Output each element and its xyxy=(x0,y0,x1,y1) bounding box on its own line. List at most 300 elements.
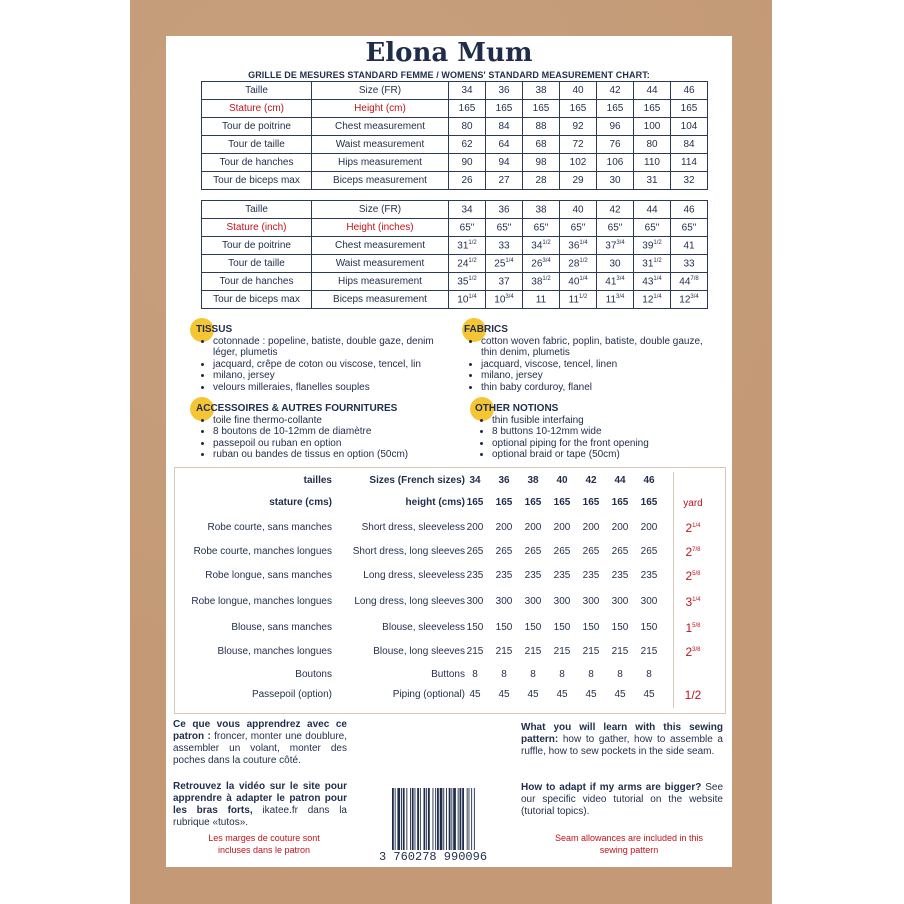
barcode-bar xyxy=(410,788,411,850)
table-cell: 110 xyxy=(634,154,671,172)
table-row xyxy=(202,172,708,190)
table-cell xyxy=(449,273,486,291)
table-cell: 44 xyxy=(634,82,671,100)
cell-fraction: 1/2 xyxy=(468,275,477,282)
fr-video-bold: Retrouvez la vidéo sur le site pour apprendre à adapter le patron pour les bras forts, xyxy=(173,781,347,816)
barcode-bar xyxy=(449,788,451,850)
table-cell: 165 xyxy=(449,100,486,118)
cell-whole: 41 xyxy=(683,240,695,252)
list-item: • 8 boutons de 10-12mm de diamètre xyxy=(213,426,458,438)
requirement-value: 300 xyxy=(495,596,513,607)
cell-whole: 11 xyxy=(605,294,617,306)
cell-fraction: 1/2 xyxy=(653,257,662,264)
table-cell: 90 xyxy=(449,154,486,172)
table-cell: 165 xyxy=(523,100,560,118)
table-cell xyxy=(486,273,523,291)
barcode-icon xyxy=(390,788,508,850)
requirement-value: 150 xyxy=(582,622,600,633)
table-cell xyxy=(560,291,597,309)
table-cell xyxy=(634,201,671,219)
fr-learn-text xyxy=(173,719,347,767)
fabric-requirements-table xyxy=(174,467,726,714)
barcode-bar xyxy=(395,788,396,850)
cell-fraction: 3/4 xyxy=(616,239,625,246)
requirement-label-fr: Robe longue, manches longues xyxy=(191,596,332,607)
requirement-value: 200 xyxy=(495,522,513,533)
barcode-bar xyxy=(403,788,405,850)
requirement-value: 235 xyxy=(495,570,513,581)
cell-fraction: 1/4 xyxy=(505,257,514,264)
requirement-value: 8 xyxy=(646,669,652,680)
table-cell: 42 xyxy=(597,82,634,100)
chart-subtitle: GRILLE DE MESURES STANDARD FEMME / WOMENS' STANDARD MEASUREMENT CHART: xyxy=(248,70,650,80)
barcode-bar xyxy=(453,788,456,850)
table-cell xyxy=(597,201,634,219)
en-adapt-text xyxy=(521,782,723,818)
table-cell xyxy=(597,255,634,273)
requirement-value: 150 xyxy=(495,622,513,633)
requirement-value: 300 xyxy=(466,596,484,607)
cell-whole: 35 xyxy=(457,276,469,288)
accessoires-heading: ACCESSOIRES & AUTRES FOURNITURES xyxy=(196,403,398,414)
requirement-label-en: Long dress, long sleeves xyxy=(354,596,465,607)
row-label-en: Chest measurement xyxy=(312,118,449,136)
requirement-value: 300 xyxy=(640,596,658,607)
requirement-label-fr: Boutons xyxy=(295,669,332,680)
cell-whole: 40 xyxy=(568,276,580,288)
requirement-value: 215 xyxy=(466,646,484,657)
yard-value xyxy=(673,595,713,609)
table-cell: 165 xyxy=(597,100,634,118)
measurement-table-inch xyxy=(201,200,708,309)
table-cell xyxy=(671,219,708,237)
table-cell: 32 xyxy=(671,172,708,190)
yard-whole: 2 xyxy=(685,545,693,559)
row-label-en: Height (cm) xyxy=(312,100,449,118)
cell-fraction: 3/4 xyxy=(616,293,625,300)
cell-fraction: 3/4 xyxy=(690,293,699,300)
requirement-value: 215 xyxy=(524,646,542,657)
requirement-label-fr: Robe longue, sans manches xyxy=(205,570,332,581)
table-cell xyxy=(634,273,671,291)
yard-whole: 2 xyxy=(685,569,693,583)
row-label-fr: Taille xyxy=(202,201,312,219)
barcode-bar xyxy=(451,788,452,850)
notions-heading: OTHER NOTIONS xyxy=(475,403,559,414)
requirement-value: 45 xyxy=(585,689,597,700)
row-label-en: Waist measurement xyxy=(312,136,449,154)
table-cell: 64 xyxy=(486,136,523,154)
table-cell: 36 xyxy=(486,82,523,100)
notions-list xyxy=(475,415,715,461)
header-size-value: 40 xyxy=(556,475,568,486)
row-label-fr: Tour de taille xyxy=(202,136,312,154)
tissus-section xyxy=(196,324,458,394)
table-cell: 100 xyxy=(634,118,671,136)
list-item: • cotton woven fabric, poplin, batiste, double gauze, thin denim, plumetis xyxy=(481,336,704,359)
table-cell: 62 xyxy=(449,136,486,154)
row-label-en: Biceps measurement xyxy=(312,172,449,190)
fabrics-section xyxy=(464,324,704,394)
barcode-bar xyxy=(420,788,421,850)
table-row xyxy=(202,136,708,154)
cell-fraction: 1/2 xyxy=(542,275,551,282)
cell-whole: 30 xyxy=(609,258,621,270)
barcode-bar xyxy=(437,788,439,850)
cell-whole: 28 xyxy=(568,258,580,270)
barcode-bar xyxy=(443,788,444,850)
yard-whole: 3 xyxy=(685,595,693,609)
cell-whole: 39 xyxy=(642,240,654,252)
barcode-bar xyxy=(424,788,426,850)
table-row xyxy=(202,201,708,219)
header-height-value: 165 xyxy=(466,497,484,508)
barcode-bar xyxy=(471,788,472,850)
requirement-value: 8 xyxy=(559,669,565,680)
table-cell: 98 xyxy=(523,154,560,172)
row-label-en: Size (FR) xyxy=(312,201,449,219)
accessoires-list xyxy=(196,415,458,461)
requirement-value: 215 xyxy=(611,646,629,657)
table-row xyxy=(202,118,708,136)
table-cell xyxy=(597,237,634,255)
requirement-value: 265 xyxy=(466,546,484,557)
table-cell: 165 xyxy=(486,100,523,118)
header-stature: stature (cms) xyxy=(269,497,332,508)
header-height-value: 165 xyxy=(524,497,542,508)
requirement-value: 45 xyxy=(469,689,481,700)
table-cell: 40 xyxy=(560,82,597,100)
row-label-en: Size (FR) xyxy=(312,82,449,100)
table-cell xyxy=(560,201,597,219)
table-cell xyxy=(486,255,523,273)
header-sizes: Sizes (French sizes) xyxy=(369,475,465,486)
requirement-label-en: Piping (optional) xyxy=(392,689,465,700)
list-item: • milano, jersey xyxy=(481,370,704,382)
table-cell xyxy=(671,255,708,273)
table-cell: 68 xyxy=(523,136,560,154)
table-cell xyxy=(597,219,634,237)
table-cell: 165 xyxy=(634,100,671,118)
cell-fraction: 3/4 xyxy=(616,275,625,282)
table-cell xyxy=(634,255,671,273)
header-size-value: 38 xyxy=(527,475,539,486)
requirement-value: 200 xyxy=(640,522,658,533)
table-row xyxy=(202,82,708,100)
header-size-value: 42 xyxy=(585,475,597,486)
table-cell xyxy=(523,201,560,219)
fr-video-text xyxy=(173,781,347,829)
cell-whole: 24 xyxy=(457,258,469,270)
table-cell: 104 xyxy=(671,118,708,136)
cell-whole: 36 xyxy=(568,240,580,252)
requirement-value: 150 xyxy=(466,622,484,633)
row-label-fr: Tour de poitrine xyxy=(202,118,312,136)
list-item: • ruban ou bandes de tissus en option (50cm) xyxy=(213,449,458,461)
cell-whole: 34 xyxy=(461,204,473,216)
requirement-value: 200 xyxy=(611,522,629,533)
header-size-value: 46 xyxy=(643,475,655,486)
requirement-value: 45 xyxy=(643,689,655,700)
table-cell: 31 xyxy=(634,172,671,190)
list-item: • milano, jersey xyxy=(213,370,458,382)
cell-fraction: 1/4 xyxy=(579,239,588,246)
table-cell: 80 xyxy=(634,136,671,154)
requirement-value: 45 xyxy=(527,689,539,700)
list-item: • thin fusible interfaing xyxy=(492,415,715,427)
requirement-value: 8 xyxy=(472,669,478,680)
barcode-bar xyxy=(462,788,464,850)
barcode-bar xyxy=(417,788,419,850)
table-cell: 72 xyxy=(560,136,597,154)
en-learn-body: how to gather, how to assemble a ruffle, how to sew pockets in the side seam. xyxy=(521,734,723,757)
barcode-bar xyxy=(474,788,475,850)
cell-whole: 37 xyxy=(498,276,510,288)
list-item: • velours milleraies, flanelles souples xyxy=(213,382,458,394)
table-cell xyxy=(634,219,671,237)
list-item: • cotonnade : popeline, batiste, double gaze, denim léger, plumetis xyxy=(213,336,458,359)
cell-whole: 10 xyxy=(494,294,506,306)
table-cell: 165 xyxy=(560,100,597,118)
requirement-value: 300 xyxy=(582,596,600,607)
fr-learn-bold: Ce que vous apprendrez avec ce patron : xyxy=(173,719,347,742)
table-cell: 38 xyxy=(523,82,560,100)
table-row xyxy=(202,154,708,172)
cell-fraction: 1/2 xyxy=(579,293,588,300)
table-cell: 114 xyxy=(671,154,708,172)
table-cell: 96 xyxy=(597,118,634,136)
cell-whole: 43 xyxy=(642,276,654,288)
table-cell xyxy=(597,273,634,291)
requirement-value: 215 xyxy=(640,646,658,657)
table-cell xyxy=(671,237,708,255)
yard-value xyxy=(673,621,713,635)
requirement-label-en: Short dress, sleeveless xyxy=(361,522,465,533)
yard-value xyxy=(673,688,713,702)
row-label-fr: Tour de poitrine xyxy=(202,237,312,255)
table-cell: 27 xyxy=(486,172,523,190)
cell-whole: 65" xyxy=(570,222,586,234)
requirement-value: 235 xyxy=(611,570,629,581)
cell-whole: 38 xyxy=(535,204,547,216)
cell-fraction: 1/2 xyxy=(542,239,551,246)
yard-value xyxy=(673,645,713,659)
table-cell xyxy=(597,291,634,309)
table-row xyxy=(202,100,708,118)
cell-fraction: 3/4 xyxy=(542,257,551,264)
requirement-value: 235 xyxy=(466,570,484,581)
cell-whole: 40 xyxy=(572,204,584,216)
en-seam-note: Seam allowances are included in this sewing pattern xyxy=(554,833,704,855)
barcode-bar xyxy=(415,788,416,850)
header-size-value: 44 xyxy=(614,475,626,486)
cell-whole: 37 xyxy=(605,240,617,252)
pattern-sheet xyxy=(166,36,732,867)
en-learn-bold: What you will learn with this sewing pattern: xyxy=(521,722,723,745)
cell-whole: 25 xyxy=(494,258,506,270)
cell-whole: 26 xyxy=(531,258,543,270)
requirement-value: 200 xyxy=(553,522,571,533)
cell-whole: 46 xyxy=(683,204,695,216)
row-label-fr: Tour de hanches xyxy=(202,273,312,291)
row-label-en: Waist measurement xyxy=(312,255,449,273)
table-cell xyxy=(449,291,486,309)
barcode-bar xyxy=(446,788,447,850)
tissus-heading: TISSUS xyxy=(196,324,233,335)
list-item: • passepoil ou ruban en option xyxy=(213,438,458,450)
requirement-label-fr: Blouse, sans manches xyxy=(231,622,332,633)
table-cell xyxy=(634,237,671,255)
fr-seam-note: Les marges de couture sont incluses dans le patron xyxy=(208,833,320,855)
table-cell: 106 xyxy=(597,154,634,172)
table-cell xyxy=(634,291,671,309)
cell-whole: 38 xyxy=(531,276,543,288)
cell-whole: 34 xyxy=(531,240,543,252)
table-cell xyxy=(671,273,708,291)
requirement-value: 150 xyxy=(611,622,629,633)
cell-whole: 42 xyxy=(609,204,621,216)
requirement-label-fr: Passepoil (option) xyxy=(251,689,332,700)
row-label-en: Height (inches) xyxy=(312,219,449,237)
cell-whole: 44 xyxy=(646,204,658,216)
table-cell xyxy=(486,219,523,237)
table-cell: 165 xyxy=(671,100,708,118)
requirement-value: 215 xyxy=(553,646,571,657)
header-size-value: 34 xyxy=(469,475,481,486)
requirement-value: 8 xyxy=(588,669,594,680)
table-cell xyxy=(449,255,486,273)
table-cell xyxy=(560,273,597,291)
cell-whole: 33 xyxy=(683,258,695,270)
cell-whole: 33 xyxy=(498,240,510,252)
list-item: • toile fine thermo-collante xyxy=(213,415,458,427)
list-item: • optional braid or tape (50cm) xyxy=(492,449,715,461)
table-cell: 76 xyxy=(597,136,634,154)
table-cell: 29 xyxy=(560,172,597,190)
requirement-value: 215 xyxy=(582,646,600,657)
cell-whole: 65" xyxy=(607,222,623,234)
requirement-value: 265 xyxy=(611,546,629,557)
list-item: • thin baby corduroy, flanel xyxy=(481,382,704,394)
requirement-label-en: Short dress, long sleeves xyxy=(352,546,465,557)
table-cell xyxy=(560,219,597,237)
table-cell: 30 xyxy=(597,172,634,190)
row-label-fr: Tour de biceps max xyxy=(202,291,312,309)
cell-whole: 12 xyxy=(642,294,654,306)
cell-whole: 11 xyxy=(568,294,580,306)
cell-fraction: 1/4 xyxy=(468,293,477,300)
list-item: • 8 buttons 10-12mm wide xyxy=(492,426,715,438)
cell-fraction: 1/2 xyxy=(468,257,477,264)
row-label-fr: Taille xyxy=(202,82,312,100)
table-row xyxy=(202,291,708,309)
barcode-bar xyxy=(467,788,468,850)
yard-whole: 2 xyxy=(685,521,693,535)
yard-fraction: 1/4 xyxy=(692,523,701,529)
notions-section xyxy=(475,403,715,461)
yard-fraction: 5/8 xyxy=(692,623,701,629)
barcode-bar xyxy=(401,788,402,850)
cell-fraction: 1/4 xyxy=(653,293,662,300)
yard-whole: 2 xyxy=(685,645,693,659)
table-cell: 94 xyxy=(486,154,523,172)
barcode-bar xyxy=(397,788,400,850)
row-label-en: Chest measurement xyxy=(312,237,449,255)
yard-value xyxy=(673,569,713,583)
header-height-value: 165 xyxy=(640,497,658,508)
barcode-bar xyxy=(392,788,394,850)
cell-whole: 65" xyxy=(681,222,697,234)
requirement-value: 235 xyxy=(524,570,542,581)
header-tailles: tailles xyxy=(303,475,332,486)
requirement-value: 215 xyxy=(495,646,513,657)
fabrics-list xyxy=(464,336,704,394)
fabrics-heading: FABRICS xyxy=(464,324,508,335)
row-label-fr: Tour de biceps max xyxy=(202,172,312,190)
table-cell: 102 xyxy=(560,154,597,172)
table-cell: 80 xyxy=(449,118,486,136)
table-cell xyxy=(486,201,523,219)
cell-whole: 36 xyxy=(498,204,510,216)
requirement-value: 8 xyxy=(530,669,536,680)
cell-whole: 11 xyxy=(535,294,547,306)
table-cell xyxy=(449,237,486,255)
fr-video-body: ikatee.fr dans la rubrique «tutos». xyxy=(173,805,347,828)
requirement-label-en: Blouse, long sleeves xyxy=(373,646,465,657)
cell-fraction: 1/2 xyxy=(653,239,662,246)
table-cell xyxy=(671,201,708,219)
cell-whole: 44 xyxy=(679,276,691,288)
table-cell: 26 xyxy=(449,172,486,190)
requirement-value: 150 xyxy=(640,622,658,633)
yard-value xyxy=(673,521,713,535)
requirement-value: 300 xyxy=(611,596,629,607)
requirement-value: 45 xyxy=(614,689,626,700)
barcode-bar xyxy=(426,788,427,850)
requirement-value: 150 xyxy=(524,622,542,633)
cell-fraction: 1/2 xyxy=(579,257,588,264)
en-adapt-bold: How to adapt if my arms are bigger? xyxy=(521,782,702,793)
table-cell: 88 xyxy=(523,118,560,136)
table-cell xyxy=(523,237,560,255)
requirement-value: 300 xyxy=(524,596,542,607)
list-item: • jacquard, crêpe de coton ou viscose, tencel, lin xyxy=(213,359,458,371)
cell-whole: 31 xyxy=(457,240,469,252)
requirement-value: 200 xyxy=(582,522,600,533)
cell-fraction: 7/8 xyxy=(690,275,699,282)
row-label-fr: Stature (inch) xyxy=(202,219,312,237)
barcode-bar xyxy=(458,788,459,850)
requirement-value: 200 xyxy=(524,522,542,533)
table-cell: 28 xyxy=(523,172,560,190)
yard-fraction: 7/8 xyxy=(692,547,701,553)
cell-fraction: 1/4 xyxy=(579,275,588,282)
table-cell xyxy=(486,237,523,255)
header-size-value: 36 xyxy=(498,475,510,486)
table-cell xyxy=(560,237,597,255)
list-item: • optional piping for the front opening xyxy=(492,438,715,450)
requirement-label-en: Blouse, sleeveless xyxy=(382,622,465,633)
table-cell: 84 xyxy=(671,136,708,154)
cell-fraction: 3/4 xyxy=(505,293,514,300)
table-cell: 34 xyxy=(449,82,486,100)
barcode-bar xyxy=(469,788,470,850)
en-learn-text xyxy=(521,722,723,758)
requirement-value: 265 xyxy=(582,546,600,557)
table-cell xyxy=(560,255,597,273)
row-label-fr: Tour de hanches xyxy=(202,154,312,172)
table-cell xyxy=(486,291,523,309)
